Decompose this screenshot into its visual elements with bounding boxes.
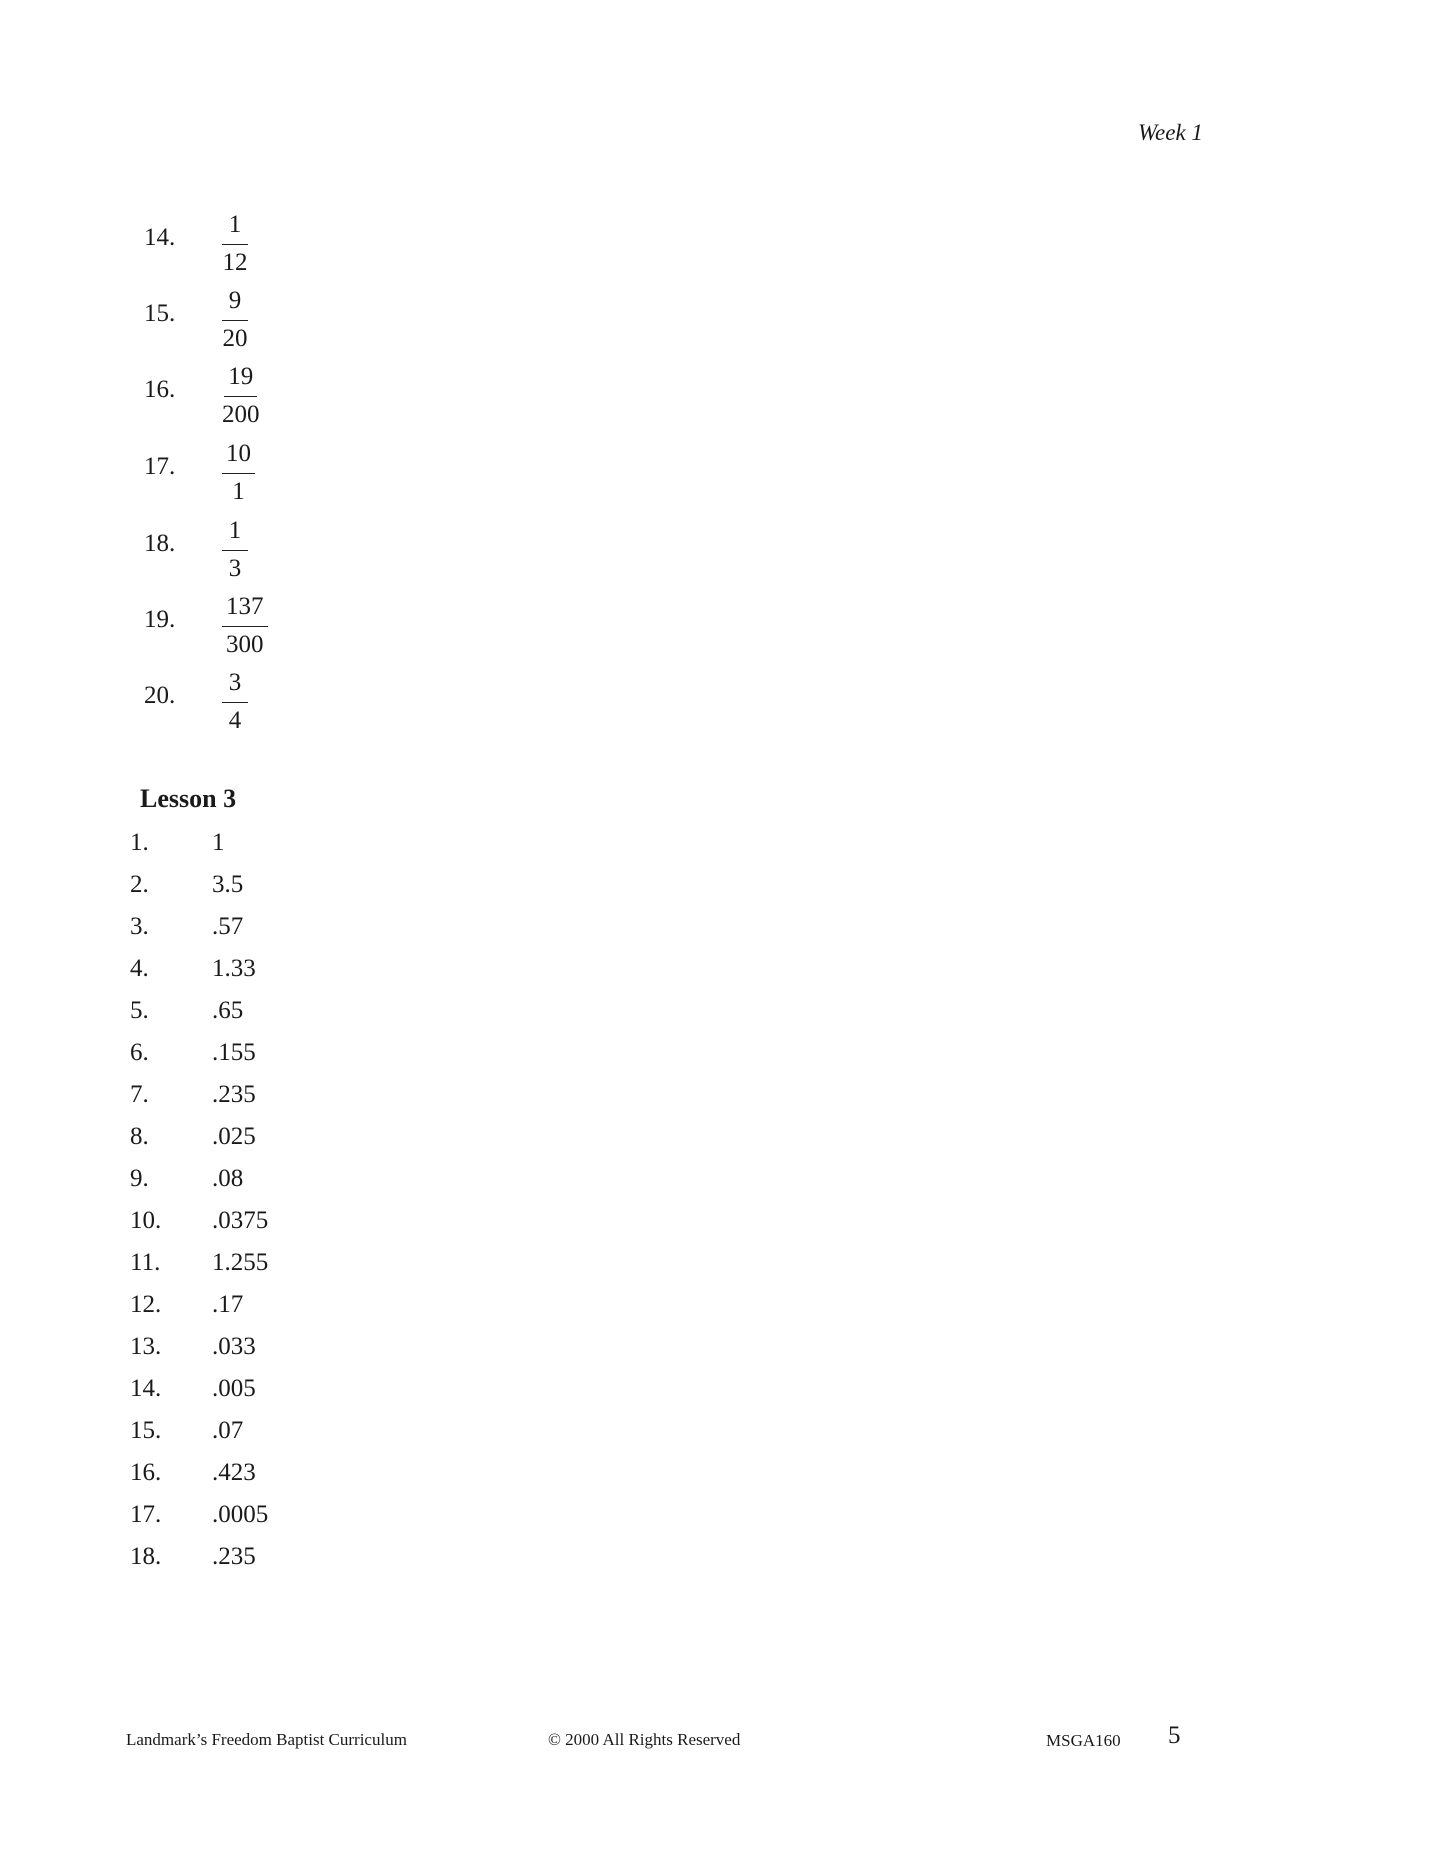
answer-value: .17 — [212, 1291, 244, 1318]
answer-number: 17. — [130, 1501, 162, 1528]
answer-value: .65 — [212, 997, 244, 1024]
fraction — [222, 439, 255, 507]
lesson-heading: Lesson 3 — [140, 784, 237, 813]
answer-value: 1.255 — [212, 1249, 269, 1276]
answer-value: .0005 — [212, 1501, 269, 1528]
answer-value: .025 — [212, 1123, 256, 1150]
answer-number: 11. — [130, 1249, 161, 1276]
footer-copyright: © 2000 All Rights Reserved — [548, 1730, 741, 1749]
answer-number: 12. — [130, 1291, 162, 1318]
answer-value: 1.33 — [212, 955, 256, 982]
fraction-denominator: 3 — [228, 555, 242, 582]
answer-value: .08 — [212, 1165, 244, 1192]
fraction — [222, 668, 248, 736]
answer-number: 8. — [130, 1123, 149, 1150]
fraction-numerator: 137 — [222, 592, 268, 627]
fraction — [222, 516, 248, 584]
answer-number: 15. — [144, 300, 176, 327]
answer-number: 15. — [130, 1417, 162, 1444]
fraction — [222, 286, 248, 354]
fraction-denominator: 200 — [222, 401, 260, 428]
fraction-numerator: 10 — [222, 439, 255, 474]
fraction-denominator: 300 — [226, 631, 264, 658]
fraction-denominator: 20 — [222, 325, 248, 352]
answer-value: .235 — [212, 1081, 256, 1108]
answer-number: 16. — [144, 376, 176, 403]
answer-number: 2. — [130, 871, 149, 898]
answer-number: 7. — [130, 1081, 149, 1108]
answer-value: .423 — [212, 1459, 256, 1486]
answer-number: 9. — [130, 1165, 149, 1192]
answer-number: 14. — [144, 224, 176, 251]
answer-value: 3.5 — [212, 871, 244, 898]
page-number: 5 — [1168, 1722, 1181, 1749]
answer-number: 10. — [130, 1207, 162, 1234]
answer-value: .0375 — [212, 1207, 269, 1234]
answer-number: 6. — [130, 1039, 149, 1066]
answer-value: 1 — [212, 829, 225, 856]
fraction — [222, 362, 260, 430]
footer-course-code: MSGA160 — [1046, 1731, 1121, 1750]
answer-number: 18. — [144, 530, 176, 557]
fraction-numerator: 3 — [222, 668, 248, 703]
answer-number: 18. — [130, 1543, 162, 1570]
fraction — [222, 210, 248, 278]
fraction — [222, 592, 268, 660]
answer-value: .235 — [212, 1543, 256, 1570]
answer-value: .155 — [212, 1039, 256, 1066]
answer-number: 13. — [130, 1333, 162, 1360]
fraction-numerator: 1 — [222, 210, 248, 245]
footer-publisher: Landmark’s Freedom Baptist Curriculum — [126, 1730, 407, 1749]
answer-number: 16. — [130, 1459, 162, 1486]
answer-number: 1. — [130, 829, 149, 856]
fraction-denominator: 12 — [222, 249, 248, 276]
answer-value: .005 — [212, 1375, 256, 1402]
answer-number: 14. — [130, 1375, 162, 1402]
answer-value: .07 — [212, 1417, 244, 1444]
answer-number: 17. — [144, 453, 176, 480]
fraction-denominator: 1 — [232, 478, 245, 505]
answer-number: 4. — [130, 955, 149, 982]
fraction-numerator: 1 — [222, 516, 248, 551]
answer-number: 19. — [144, 606, 176, 633]
fraction-denominator: 4 — [228, 707, 242, 734]
week-header: Week 1 — [1138, 120, 1203, 145]
answer-number: 3. — [130, 913, 149, 940]
fraction-numerator: 19 — [224, 362, 257, 397]
answer-value: .033 — [212, 1333, 256, 1360]
answer-number: 20. — [144, 682, 176, 709]
fraction-numerator: 9 — [222, 286, 248, 321]
answer-value: .57 — [212, 913, 244, 940]
answer-number: 5. — [130, 997, 149, 1024]
